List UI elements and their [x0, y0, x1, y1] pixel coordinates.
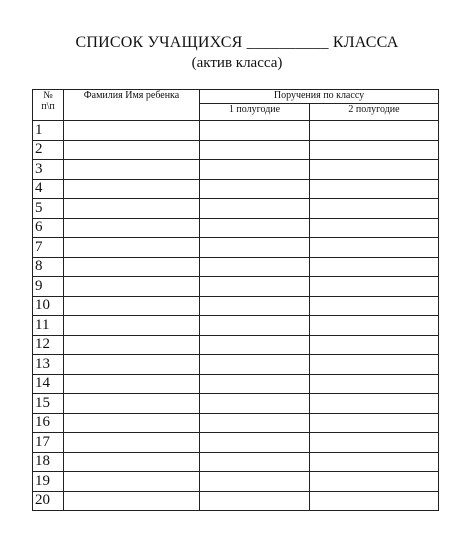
- table-row: [33, 316, 439, 336]
- row-number: 14: [33, 374, 64, 394]
- name-cell: [64, 452, 200, 472]
- table-row: [33, 160, 439, 180]
- row-number: 11: [33, 316, 64, 336]
- name-cell: [64, 433, 200, 453]
- row-number: 17: [33, 433, 64, 453]
- first-half-cell: [200, 238, 310, 258]
- first-half-cell: [200, 218, 310, 238]
- second-half-cell: [310, 257, 439, 277]
- second-half-cell: [310, 491, 439, 511]
- first-half-cell: [200, 179, 310, 199]
- second-half-cell: [310, 355, 439, 375]
- table-row: [33, 218, 439, 238]
- name-cell: [64, 316, 200, 336]
- header-number-symbol: №: [43, 90, 53, 101]
- name-cell: [64, 277, 200, 297]
- second-half-cell: [310, 160, 439, 180]
- second-half-cell: [310, 335, 439, 355]
- table-row: [33, 394, 439, 414]
- table-row: [33, 491, 439, 511]
- row-number: 4: [33, 179, 64, 199]
- first-half-cell: [200, 121, 310, 141]
- first-half-cell: [200, 335, 310, 355]
- first-half-cell: [200, 199, 310, 219]
- table-row: [33, 277, 439, 297]
- first-half-cell: [200, 296, 310, 316]
- row-number: 1: [33, 121, 64, 141]
- name-cell: [64, 199, 200, 219]
- name-cell: [64, 374, 200, 394]
- header-second-half: 2 полугодие: [310, 104, 439, 121]
- first-half-cell: [200, 433, 310, 453]
- second-half-cell: [310, 374, 439, 394]
- document-subtitle: (актив класса): [191, 55, 283, 71]
- row-number: 12: [33, 335, 64, 355]
- header-class-assignments: Поручения по классу: [200, 90, 439, 104]
- table-row: [33, 121, 439, 141]
- table-row: [33, 355, 439, 375]
- second-half-cell: [310, 179, 439, 199]
- row-number: 8: [33, 257, 64, 277]
- table-row: [33, 413, 439, 433]
- table-row: [33, 433, 439, 453]
- name-cell: [64, 179, 200, 199]
- header-student-name: Фамилия Имя ребенка: [64, 90, 200, 121]
- row-number: 13: [33, 355, 64, 375]
- first-half-cell: [200, 374, 310, 394]
- name-cell: [64, 121, 200, 141]
- table-row: [33, 140, 439, 160]
- second-half-cell: [310, 472, 439, 492]
- second-half-cell: [310, 218, 439, 238]
- first-half-cell: [200, 160, 310, 180]
- table-row: [33, 296, 439, 316]
- first-half-cell: [200, 413, 310, 433]
- second-half-cell: [310, 238, 439, 258]
- row-number: 5: [33, 199, 64, 219]
- first-half-cell: [200, 257, 310, 277]
- row-number: 16: [33, 413, 64, 433]
- name-cell: [64, 160, 200, 180]
- row-number: 2: [33, 140, 64, 160]
- name-cell: [64, 257, 200, 277]
- header-number-abbrev: п\п: [41, 101, 55, 112]
- student-roster-table: [32, 89, 439, 511]
- first-half-cell: [200, 491, 310, 511]
- row-number: 9: [33, 277, 64, 297]
- first-half-cell: [200, 140, 310, 160]
- name-cell: [64, 394, 200, 414]
- name-cell: [64, 296, 200, 316]
- name-cell: [64, 238, 200, 258]
- second-half-cell: [310, 199, 439, 219]
- row-number: 6: [33, 218, 64, 238]
- row-number: 3: [33, 160, 64, 180]
- row-number: 20: [33, 491, 64, 511]
- table-row: [33, 472, 439, 492]
- row-number: 15: [33, 394, 64, 414]
- second-half-cell: [310, 394, 439, 414]
- table-row: [33, 199, 439, 219]
- first-half-cell: [200, 355, 310, 375]
- name-cell: [64, 355, 200, 375]
- name-cell: [64, 218, 200, 238]
- first-half-cell: [200, 452, 310, 472]
- row-number: 18: [33, 452, 64, 472]
- row-number: 19: [33, 472, 64, 492]
- table-row: [33, 238, 439, 258]
- header-number: [33, 90, 64, 121]
- name-cell: [64, 413, 200, 433]
- name-cell: [64, 335, 200, 355]
- second-half-cell: [310, 413, 439, 433]
- second-half-cell: [310, 140, 439, 160]
- table-row: [33, 452, 439, 472]
- second-half-cell: [310, 316, 439, 336]
- second-half-cell: [310, 433, 439, 453]
- first-half-cell: [200, 316, 310, 336]
- first-half-cell: [200, 277, 310, 297]
- table-row: [33, 179, 439, 199]
- first-half-cell: [200, 394, 310, 414]
- header-first-half: 1 полугодие: [200, 104, 310, 121]
- row-number: 7: [33, 238, 64, 258]
- document-title: СПИСОК УЧАЩИХСЯ __________ КЛАССА: [75, 34, 399, 51]
- name-cell: [64, 491, 200, 511]
- name-cell: [64, 472, 200, 492]
- table-row: [33, 257, 439, 277]
- second-half-cell: [310, 277, 439, 297]
- row-number: 10: [33, 296, 64, 316]
- table-row: [33, 335, 439, 355]
- second-half-cell: [310, 121, 439, 141]
- table-row: [33, 374, 439, 394]
- roster-body: [33, 121, 439, 511]
- second-half-cell: [310, 296, 439, 316]
- first-half-cell: [200, 472, 310, 492]
- second-half-cell: [310, 452, 439, 472]
- name-cell: [64, 140, 200, 160]
